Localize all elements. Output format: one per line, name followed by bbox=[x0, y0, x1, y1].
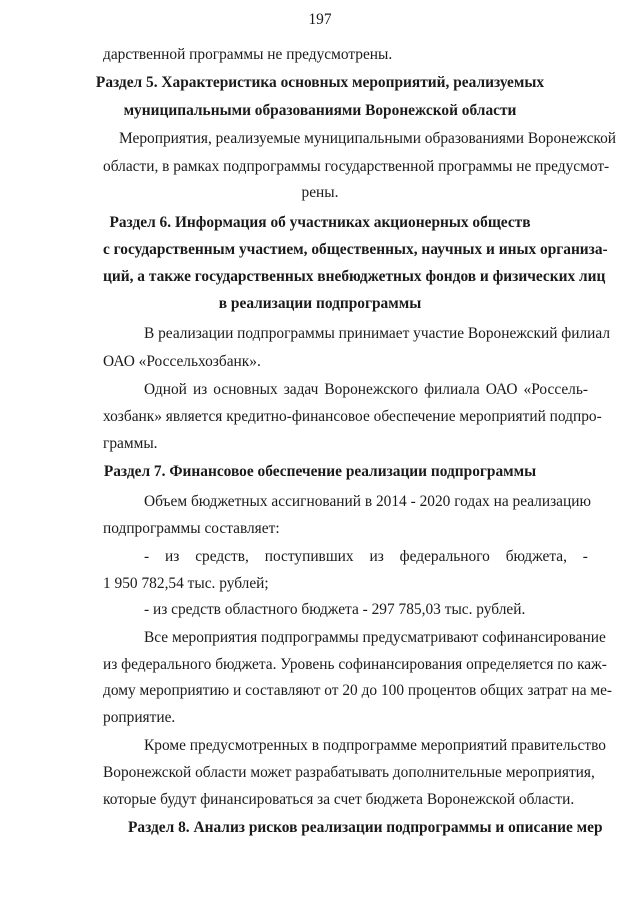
word: из bbox=[369, 548, 384, 565]
paragraph-line: которые будут финансироваться за счет бюджета Воронежской области. bbox=[103, 791, 575, 808]
paragraph-line: дому мероприятию и составляют от 20 до 100 процентов общих затрат на ме- bbox=[103, 682, 613, 699]
section-6-heading-line: Раздел 6. Информация об участниках акционерных обществ bbox=[109, 214, 531, 231]
paragraph-line bbox=[144, 547, 588, 567]
word: из bbox=[165, 548, 180, 565]
word: бюджета, bbox=[505, 548, 567, 565]
word: средств, bbox=[195, 548, 249, 565]
word: - bbox=[144, 548, 150, 565]
word: - bbox=[582, 548, 588, 565]
paragraph-line: хозбанк» является кредитно-финансовое обеспечение мероприятий подпро- bbox=[103, 408, 602, 425]
paragraph-line: 1 950 782,54 тыс. рублей; bbox=[103, 575, 269, 592]
paragraph-line: Кроме предусмотренных в подпрограмме мероприятий правительство bbox=[144, 737, 606, 754]
paragraph-line: - из средств областного бюджета - 297 785,03 тыс. рублей. bbox=[144, 601, 526, 618]
paragraph-line: граммы. bbox=[103, 435, 158, 452]
paragraph-line: дарственной программы не предусмотрены. bbox=[103, 46, 393, 63]
section-5-heading-line: муниципальными образованиями Воронежской области bbox=[123, 102, 517, 119]
paragraph-line: роприятие. bbox=[103, 709, 176, 726]
paragraph-line: рены. bbox=[301, 184, 339, 201]
paragraph-line: из федерального бюджета. Уровень софинансирования определяется по каж- bbox=[103, 656, 607, 673]
paragraph-line: Объем бюджетных ассигнований в 2014 - 2020 годах на реализацию bbox=[144, 493, 591, 510]
paragraph-line: подпрограммы составляет: bbox=[103, 520, 280, 537]
paragraph-line: области, в рамках подпрограммы государственной программы не предусмот- bbox=[103, 158, 610, 175]
section-6-heading-line: ций, а также государственных внебюджетных фондов и физических лиц bbox=[103, 268, 606, 285]
word: федерального bbox=[399, 548, 490, 565]
page-number: 197 bbox=[308, 11, 332, 28]
section-7-heading: Раздел 7. Финансовое обеспечение реализации подпрограммы bbox=[103, 463, 537, 480]
word: поступивших bbox=[264, 548, 354, 565]
paragraph-line: Воронежской области может разрабатывать дополнительные мероприятия, bbox=[103, 764, 595, 781]
paragraph-line: Мероприятия, реализуемые муниципальными образованиями Воронежской bbox=[119, 130, 617, 147]
paragraph-line: Все мероприятия подпрограммы предусматривают софинансирование bbox=[144, 629, 606, 646]
paragraph-line: ОАО «Россельхозбанк». bbox=[103, 353, 261, 370]
section-6-heading-line: в реализации подпрограммы bbox=[218, 295, 422, 312]
paragraph-line: Одной из основных задач Воронежского филиала ОАО «Россель- bbox=[144, 381, 588, 398]
section-5-heading-line: Раздел 5. Характеристика основных мероприятий, реализуемых bbox=[95, 74, 545, 91]
section-6-heading-line: с государственным участием, общественных, научных и иных организа- bbox=[103, 241, 608, 258]
paragraph-line: В реализации подпрограммы принимает участие Воронежский филиал bbox=[144, 325, 611, 342]
section-8-heading: Раздел 8. Анализ рисков реализации подпрограммы и описание мер bbox=[128, 819, 603, 836]
